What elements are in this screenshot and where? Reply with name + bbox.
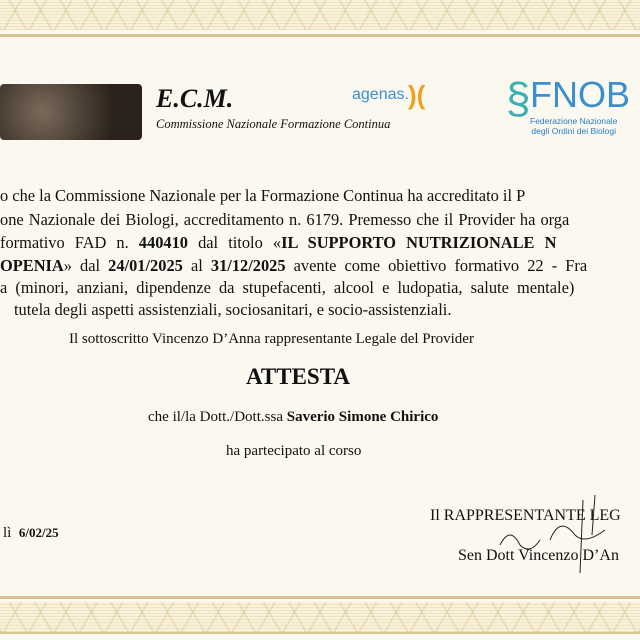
- bottom-rule-2: [0, 632, 640, 634]
- participation-text: ha partecipato al corso: [226, 443, 362, 459]
- recipient-line: [148, 409, 438, 426]
- anatomy-lesson-painting-logo: [0, 84, 142, 140]
- ecm-subtitle: Commissione Nazionale Formazione Continua: [156, 117, 391, 131]
- agenas-mark-icon: )(: [408, 80, 426, 110]
- t: dal titolo «: [187, 233, 282, 252]
- agenas-logo: agenas.: [352, 86, 409, 103]
- end-date: 31/12/2025: [210, 256, 286, 275]
- bottom-decorative-border: [0, 602, 640, 632]
- issue-date: 6/02/25: [18, 525, 59, 540]
- body-line-1: o che la Commissione Nazionale per la Formazione Continua ha accreditato il P: [0, 186, 526, 205]
- fnob-sub-line2: degli Ordini dei Biologi: [531, 126, 616, 136]
- signatory-statement: Il sottoscritto Vincenzo D’Anna rappresentante Legale del Provider: [69, 331, 474, 347]
- representative-title: Il RAPPRESENTANTE LEG: [430, 507, 621, 524]
- top-decorative-border: [0, 0, 640, 30]
- body-line-2: one Nazionale dei Biologi, accreditamento n. 6179. Premesso che il Provider ha orga: [0, 210, 570, 229]
- t: formativo FAD n.: [0, 233, 139, 252]
- dna-helix-icon: §: [506, 74, 531, 123]
- attesta-heading: ATTESTA: [246, 364, 350, 389]
- recipient-prefix: che il/la Dott./Dott.ssa: [148, 409, 287, 425]
- body-line-5: a (minori, anziani, dipendenze da stupefacenti, alcool e ludopatia, salute mentale): [0, 278, 575, 297]
- bottom-rule: [0, 596, 640, 599]
- top-rule: [0, 34, 640, 37]
- recipient-name: Saverio Simone Chirico: [286, 409, 439, 425]
- fnob-subtitle: [530, 116, 617, 136]
- body-line-3: [0, 233, 556, 253]
- course-id: 440410: [138, 233, 188, 252]
- date-line: [3, 525, 59, 542]
- start-date: 24/01/2025: [108, 256, 183, 275]
- handwritten-signature: [480, 495, 630, 575]
- ecm-title: E.C.M.: [156, 84, 234, 113]
- course-title-end: OPENIA: [0, 256, 64, 275]
- body-line-6: tutela degli aspetti assistenziali, sociosanitari, e socio-assistenziali.: [14, 300, 452, 319]
- body-line-4: [0, 256, 587, 276]
- course-title: IL SUPPORTO NUTRIZIONALE N: [281, 233, 557, 252]
- date-prefix: lì: [3, 525, 12, 541]
- t: » dal: [63, 256, 109, 275]
- fnob-sub-line1: Federazione Nazionale: [530, 116, 618, 126]
- representative-name: Sen Dott Vincenzo D’An: [458, 547, 619, 564]
- t: avente come obiettivo formativo 22 - Fra: [285, 256, 588, 275]
- t: al: [182, 256, 211, 275]
- fnob-logo: FNOB: [530, 74, 631, 115]
